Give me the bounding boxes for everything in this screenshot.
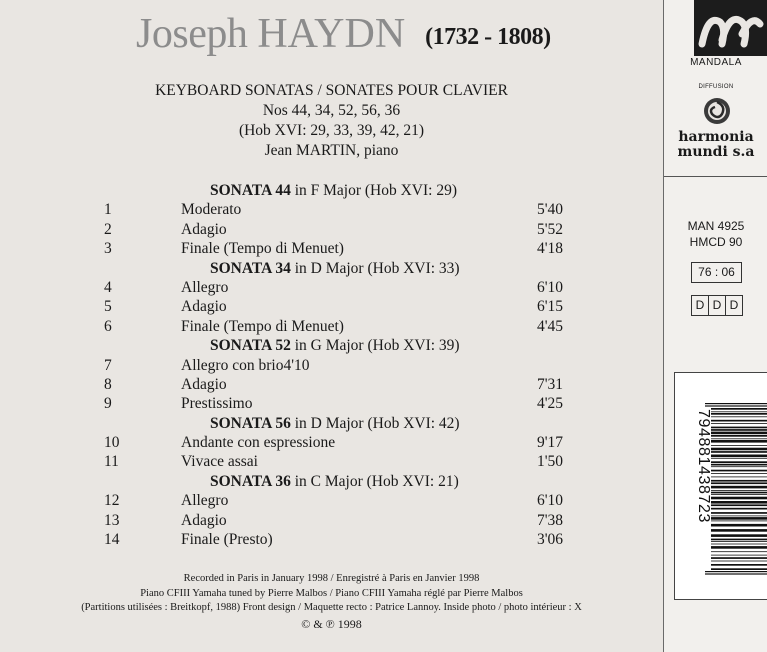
barcode-bar [705,573,767,574]
barcode-bar [711,497,767,500]
barcode-bar [711,429,767,431]
credits-design: (Partitions utilisées : Breitkopf, 1988) Front design / Maquette recto : Patrice Lannoy. Inside photo / photo intérieur : X [81,602,582,613]
performer: Jean MARTIN, piano [264,142,399,159]
track-list [0,181,663,549]
track-duration: 1'50 [537,453,564,471]
track-number: 3 [104,240,112,258]
barcode-bar [711,517,767,520]
ddd-letter: D [691,295,709,316]
ddd-letter: D [708,295,726,316]
sonata-number: SONATA 52 [210,337,291,355]
harmonia-mundi-logo-icon [702,96,732,126]
track-duration: 6'10 [537,492,564,510]
track-title: Allegro [181,278,229,296]
sonata-number: SONATA 56 [210,414,291,432]
barcode-bar [711,420,767,422]
track-number: 12 [104,492,120,510]
track-number: 14 [104,531,120,549]
track-number: 11 [104,453,119,471]
track-number: 10 [104,434,120,452]
sonata-heading [0,259,663,278]
barcode-bar [711,508,767,510]
sonata-key: in F Major (Hob XVI: 29) [290,182,458,199]
barcode-bar [711,416,767,417]
track-row [0,356,663,375]
barcode-bar [711,432,767,435]
track-title: Moderato [181,201,242,219]
sonata-number: SONATA 44 [210,182,291,199]
barcode-bar [711,504,767,506]
mandala-label: MANDALA [690,57,742,68]
barcode-bar [711,486,767,489]
distributor-name [664,130,767,160]
barcode-bar [711,458,767,459]
barcode-bar [711,539,767,541]
barcode-bar [711,461,767,463]
track-duration: 6'10 [537,278,564,296]
barcode-bar [711,455,767,458]
barcode-bar [711,477,767,478]
sonata-number: SONATA 36 [210,472,291,490]
composer-dates: (1732 - 1808) [425,24,551,50]
track-duration: 4'45 [537,317,564,335]
barcode-bar [711,464,767,466]
barcode-bar [711,408,767,410]
track-title: Adagio [181,375,227,393]
barcode-bar [711,445,767,446]
track-title: Andante con espressione [181,434,336,452]
track-number: 1 [104,201,112,219]
sidebar-strip [663,0,767,652]
barcode-bar [711,411,767,412]
ddd-code [691,295,742,316]
track-duration: 5'40 [537,201,564,219]
sonata-heading [0,181,663,200]
barcode-bar [711,451,767,453]
track-number: 2 [104,220,112,238]
track-row [0,433,663,452]
track-number: 8 [104,375,112,393]
track-title: Adagio [181,220,227,238]
barcode-bar [711,413,767,415]
barcode-bar [711,501,767,504]
barcode-bar [711,494,767,495]
barcode-bar [711,423,767,424]
sonata-key: in D Major (Hob XVI: 42) [290,414,460,432]
barcode-bar [711,427,767,429]
barcode [674,372,767,600]
barcode-bar [705,403,767,404]
barcode-bar [711,568,767,570]
track-row [0,200,663,219]
track-row [0,375,663,394]
barcode-bar [711,492,767,494]
track-title: Finale (Tempo di Menuet) [181,317,344,335]
track-row [0,297,663,316]
mandala-logo-icon [694,0,767,56]
sonata-title [210,181,457,200]
diffusion-label: DIFFUSION [698,84,734,90]
track-title: Prestissimo [181,395,253,413]
barcode-bar [711,435,767,437]
barcode-bar [711,473,767,474]
barcode-bar [711,470,767,472]
sonata-title [210,414,460,433]
barcode-bar [711,551,767,552]
track-title: Finale (Presto) [181,531,273,549]
track-number: 13 [104,511,120,529]
barcode-bar [711,544,767,545]
sonata-key: in C Major (Hob XVI: 21) [290,472,459,490]
track-title: Vivace assai [181,453,258,471]
barcode-bar [711,561,767,562]
sonata-key: in D Major (Hob XVI: 33) [290,259,460,277]
barcode-bar [711,490,767,491]
barcode-bar [711,466,767,467]
composer-last-name: HAYDN [257,11,406,57]
track-duration: 4'25 [537,395,564,413]
barcode-bar [711,438,767,439]
track-duration: 5'52 [537,220,564,238]
barcode-bar [705,571,767,572]
distributor-line2: mundi s.a [677,144,755,160]
credits [0,572,663,631]
track-title: Adagio [181,511,227,529]
catalog-numbers [664,218,767,250]
barcode-bar [711,521,767,522]
track-duration: 7'38 [537,511,564,529]
track-duration: 4'18 [537,240,564,258]
total-time-box: 76 : 06 [691,262,742,283]
track-number: 5 [104,298,112,316]
sonata-numbers: Nos 44, 34, 52, 56, 36 [262,102,401,119]
subtitle-line: KEYBOARD SONATAS / SONATES POUR CLAVIER [155,82,508,99]
catalog-number-2: HMCD 90 [689,235,743,249]
sonata-number: SONATA 34 [210,259,291,277]
track-title: Allegro [181,492,229,510]
barcode-bar [711,480,767,482]
credits-piano: Piano CFIII Yamaha tuned by Pierre Malbos / Piano CFIII Yamaha réglé par Pierre Malbos [140,587,523,599]
track-duration: 3'06 [537,531,564,549]
track-duration: 7'31 [537,375,564,393]
track-row [0,317,663,336]
sonata-heading [0,336,663,355]
catalog-number-1: MAN 4925 [687,219,745,233]
sonata-title [210,259,460,278]
sonata-heading [0,472,663,491]
barcode-bar [711,534,767,537]
track-row [0,452,663,471]
distributor-line1: harmonia [678,129,754,145]
track-duration: 6'15 [537,298,564,316]
track-number: 7 [104,356,112,374]
track-row [0,511,663,530]
barcode-bar [711,529,767,532]
barcode-bar [711,516,767,517]
track-number: 6 [104,317,112,335]
sonata-title [210,336,460,355]
track-row [0,278,663,297]
track-number: 4 [104,278,112,296]
barcode-bar [711,541,767,542]
track-number: 9 [104,395,112,413]
barcode-bar [705,405,767,406]
barcode-bar [711,557,767,559]
track-title: Finale (Tempo di Menuet) [181,240,344,258]
barcode-bar [711,512,767,514]
barcode-digits: 794881438723 [695,409,712,523]
barcode-bar [711,524,767,527]
track-row [0,530,663,549]
composer-first-name: Joseph [136,11,248,57]
credits-recording: Recorded in Paris in January 1998 / Enregistré à Paris en Janvier 1998 [183,573,480,584]
track-title: Allegro con brio4'10 [181,356,310,374]
track-row [0,220,663,239]
track-row [0,491,663,510]
track-row [0,394,663,413]
divider [664,176,767,177]
track-title: Adagio [181,298,227,316]
composer-heading [136,10,551,58]
track-row [0,239,663,258]
barcode-bar [711,440,767,443]
barcode-bar [711,546,767,549]
barcode-bar [711,482,767,484]
sonata-key: in G Major (Hob XVI: 39) [290,337,460,355]
copyright: © & ℗ 1998 [301,616,362,631]
barcode-bar [711,564,767,566]
barcode-bar [711,448,767,451]
hoboken-numbers: (Hob XVI: 29, 33, 39, 42, 21) [238,122,425,139]
ddd-letter: D [725,295,743,316]
barcode-bar [711,555,767,556]
sonata-heading [0,414,663,433]
sonata-title [210,472,459,491]
track-duration: 9'17 [537,434,564,452]
